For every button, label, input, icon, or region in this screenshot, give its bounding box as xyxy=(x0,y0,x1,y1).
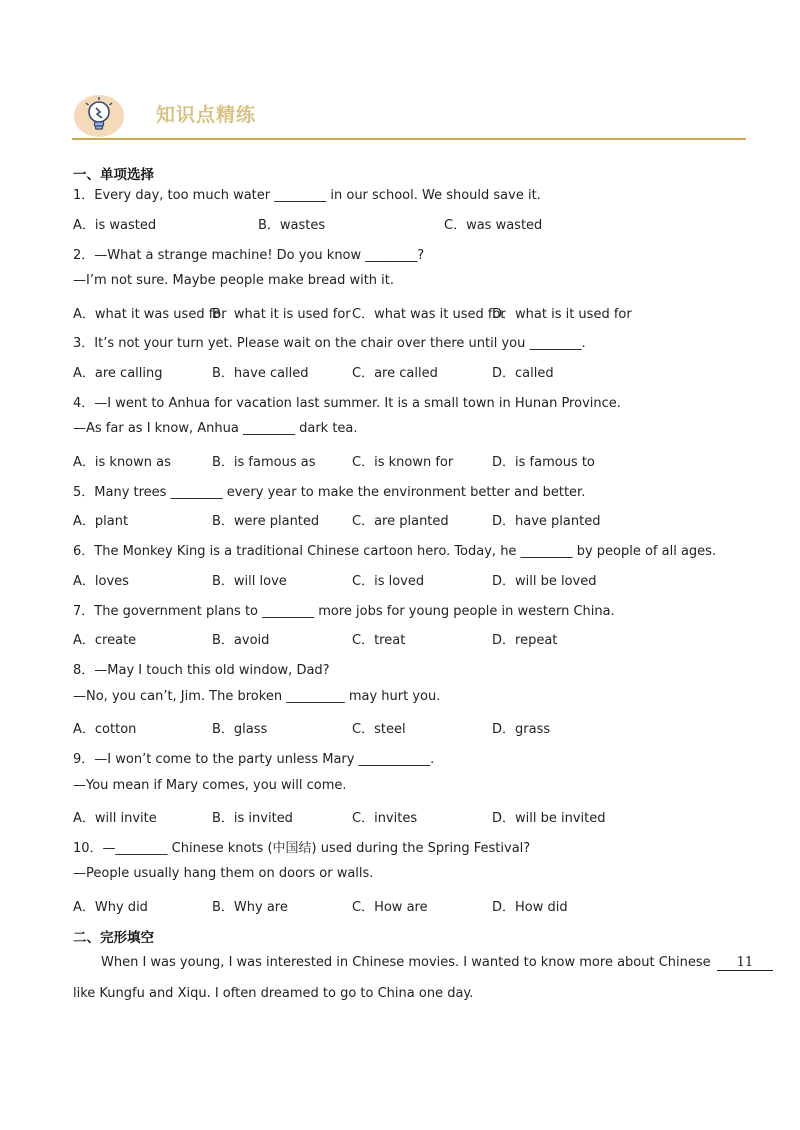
question-9-option-d[interactable]: D．will be invited xyxy=(492,811,606,826)
question-6-option-a[interactable]: A．loves xyxy=(73,574,129,589)
question-10-option-d[interactable]: D．How did xyxy=(492,900,568,915)
question-4-option-a[interactable]: A．is known as xyxy=(73,455,171,470)
question-7-option-b[interactable]: B．avoid xyxy=(212,633,270,648)
question-4-option-c[interactable]: C．is known for xyxy=(352,455,454,470)
question-10-option-c[interactable]: C．How are xyxy=(352,900,428,915)
question-7-option-a[interactable]: A．create xyxy=(73,633,137,648)
question-4-stem-reply: —As far as I know, Anhua ________ dark tea. xyxy=(73,421,358,436)
cloze-paragraph-line-2: like Kungfu and Xiqu. I often dreamed to go to China one day. xyxy=(73,986,474,1001)
question-3-option-a[interactable]: A．are calling xyxy=(73,366,163,381)
question-7-option-d[interactable]: D．repeat xyxy=(492,633,558,648)
question-9-option-c[interactable]: C．invites xyxy=(352,811,418,826)
header-title: 知识点精练 xyxy=(156,104,257,126)
question-8-option-d[interactable]: D．grass xyxy=(492,722,551,737)
question-7-stem: 7．The government plans to ________ more jobs for young people in western China. xyxy=(73,604,615,619)
question-10-stem: 10．—________ Chinese knots (中国结) used during the Spring Festival? xyxy=(73,841,531,856)
question-9-stem-reply: —You mean if Mary comes, you will come. xyxy=(73,778,347,793)
question-2-stem: 2．—What a strange machine! Do you know ________? xyxy=(73,248,425,263)
section-header xyxy=(72,92,746,142)
question-10-stem-reply: —People usually hang them on doors or walls. xyxy=(73,866,374,881)
question-2-option-d[interactable]: D．what is it used for xyxy=(492,307,632,322)
question-8-stem: 8．—May I touch this old window, Dad? xyxy=(73,663,330,678)
question-10-option-a[interactable]: A．Why did xyxy=(73,900,148,915)
question-6-stem: 6．The Monkey King is a traditional Chinese cartoon hero. Today, he ________ by people of all ages. xyxy=(73,544,717,559)
question-1-stem: 1．Every day, too much water ________ in our school. We should save it. xyxy=(73,188,541,203)
question-3-option-d[interactable]: D．called xyxy=(492,366,554,381)
question-2-option-c[interactable]: C．what was it used for xyxy=(352,307,506,322)
question-9-option-a[interactable]: A．will invite xyxy=(73,811,157,826)
question-8-option-c[interactable]: C．steel xyxy=(352,722,406,737)
cloze-blank-11[interactable]: 11 xyxy=(717,955,774,971)
question-5-option-c[interactable]: C．are planted xyxy=(352,514,449,529)
section-title-cloze: 二、完形填空 xyxy=(73,930,154,946)
question-10-option-b[interactable]: B．Why are xyxy=(212,900,288,915)
question-8-option-b[interactable]: B．glass xyxy=(212,722,268,737)
question-6-option-c[interactable]: C．is loved xyxy=(352,574,425,589)
question-2-option-b[interactable]: B．what it is used for xyxy=(212,307,351,322)
question-5-stem: 5．Many trees ________ every year to make the environment better and better. xyxy=(73,485,586,500)
question-3-option-c[interactable]: C．are called xyxy=(352,366,438,381)
question-4-option-b[interactable]: B．is famous as xyxy=(212,455,316,470)
lightbulb-icon xyxy=(72,92,126,138)
question-8-option-a[interactable]: A．cotton xyxy=(73,722,137,737)
question-9-option-b[interactable]: B．is invited xyxy=(212,811,293,826)
cloze-paragraph-line-1 xyxy=(101,955,773,971)
question-2-stem-reply: —I’m not sure. Maybe people make bread with it. xyxy=(73,273,395,288)
question-6-option-b[interactable]: B．will love xyxy=(212,574,287,589)
question-4-stem: 4．—I went to Anhua for vacation last summer. It is a small town in Hunan Province. xyxy=(73,396,621,411)
question-2-option-a[interactable]: A．what it was used for xyxy=(73,307,227,322)
question-9-stem: 9．—I won’t come to the party unless Mary ___________. xyxy=(73,752,435,767)
cloze-text: When I was young, I was interested in Chinese movies. I wanted to know more about Chinese xyxy=(101,955,711,970)
question-1-option-a[interactable]: A．is wasted xyxy=(73,218,157,233)
question-5-option-a[interactable]: A．plant xyxy=(73,514,129,529)
question-5-option-b[interactable]: B．were planted xyxy=(212,514,320,529)
question-1-option-c[interactable]: C．was wasted xyxy=(444,218,543,233)
question-3-option-b[interactable]: B．have called xyxy=(212,366,309,381)
question-6-option-d[interactable]: D．will be loved xyxy=(492,574,597,589)
question-8-stem-reply: —No, you can’t, Jim. The broken _________ may hurt you. xyxy=(73,689,441,704)
section-title-single-choice: 一、单项选择 xyxy=(73,167,154,183)
question-1-option-b[interactable]: B．wastes xyxy=(258,218,326,233)
header-rule xyxy=(72,138,746,140)
question-7-option-c[interactable]: C．treat xyxy=(352,633,406,648)
question-3-stem: 3．It’s not your turn yet. Please wait on the chair over there until you ________. xyxy=(73,336,586,351)
question-4-option-d[interactable]: D．is famous to xyxy=(492,455,595,470)
question-5-option-d[interactable]: D．have planted xyxy=(492,514,601,529)
